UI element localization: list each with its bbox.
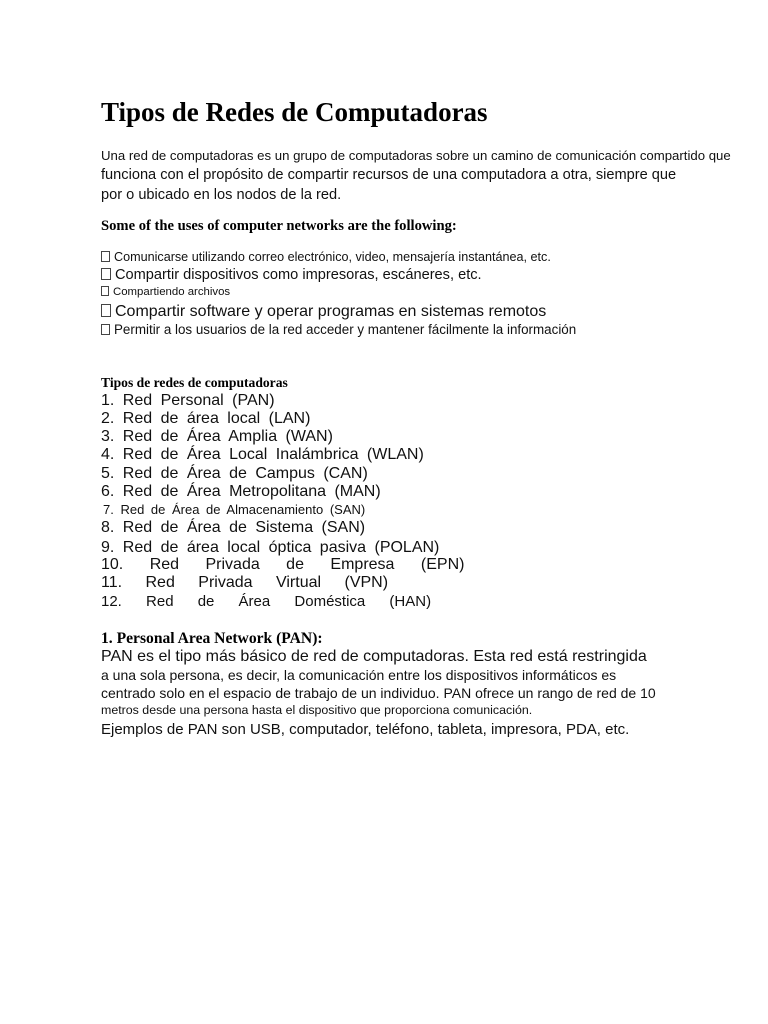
- use-item-4: [101, 303, 546, 321]
- type-item-4: 4. Red de Área Local Inalámbrica (WLAN): [101, 446, 424, 463]
- pan-heading: 1. Personal Area Network (PAN):: [101, 630, 323, 647]
- page-title: Tipos de Redes de Computadoras: [101, 97, 488, 127]
- use-item-1: [101, 250, 551, 264]
- type-item-3: 3. Red de Área Amplia (WAN): [101, 428, 333, 445]
- intro-line-1: Una red de computadoras es un grupo de computadoras sobre un camino de comunicación compartido que: [101, 148, 731, 163]
- type-item-12: 12. Red de Área Doméstica (HAN): [101, 593, 432, 610]
- use-text: Comunicarse utilizando correo electrónico, video, mensajería instantánea, etc.: [114, 250, 551, 264]
- type-item-1: 1. Red Personal (PAN): [101, 392, 275, 409]
- use-item-5: [101, 322, 576, 337]
- pan-text-line-1: PAN es el tipo más básico de red de computadoras. Esta red está restringida: [101, 648, 647, 665]
- pan-text-line-3: centrado solo en el espacio de trabajo de un individuo. PAN ofrece un rango de red de 10: [101, 685, 656, 701]
- type-item-6: 6. Red de Área Metropolitana (MAN): [101, 483, 381, 500]
- pan-text-line-5: Ejemplos de PAN son USB, computador, teléfono, tableta, impresora, PDA, etc.: [101, 721, 630, 738]
- use-text: Permitir a los usuarios de la red acceder y mantener fácilmente la información: [114, 322, 577, 337]
- type-item-9: 9. Red de área local óptica pasiva (POLAN): [101, 539, 440, 556]
- use-text: Compartir dispositivos como impresoras, escáneres, etc.: [115, 267, 482, 283]
- type-item-2: 2. Red de área local (LAN): [101, 410, 311, 427]
- bullet-box-icon: [101, 286, 109, 296]
- use-text: Compartir software y operar programas en sistemas remotos: [115, 303, 547, 320]
- type-item-5: 5. Red de Área de Campus (CAN): [101, 465, 368, 482]
- type-item-11: 11. Red Privada Virtual (VPN): [101, 574, 389, 591]
- pan-text-line-2: a una sola persona, es decir, la comunicación entre los dispositivos informáticos es: [101, 667, 617, 683]
- bullet-box-icon: [101, 268, 111, 280]
- intro-line-2: funciona con el propósito de compartir recursos de una computadora a otra, siempre que: [101, 167, 677, 183]
- bullet-box-icon: [101, 324, 110, 335]
- bullet-box-icon: [101, 251, 110, 262]
- types-heading: Tipos de redes de computadoras: [101, 375, 288, 390]
- uses-heading: Some of the uses of computer networks are the following:: [101, 218, 457, 234]
- type-item-7: 7. Red de Área de Almacenamiento (SAN): [103, 502, 366, 517]
- use-text: Compartiendo archivos: [113, 286, 231, 298]
- type-item-10: 10. Red Privada de Empresa (EPN): [101, 556, 465, 573]
- intro-line-3: por o ubicado en los nodos de la red.: [101, 187, 342, 203]
- pan-text-line-4: metros desde una persona hasta el dispositivo que proporciona comunicación.: [101, 703, 533, 717]
- types-list: [101, 392, 465, 612]
- type-item-8: 8. Red de Área de Sistema (SAN): [101, 519, 366, 536]
- use-item-2: [101, 267, 482, 283]
- use-item-3: [101, 286, 230, 298]
- bullet-box-icon: [101, 304, 111, 317]
